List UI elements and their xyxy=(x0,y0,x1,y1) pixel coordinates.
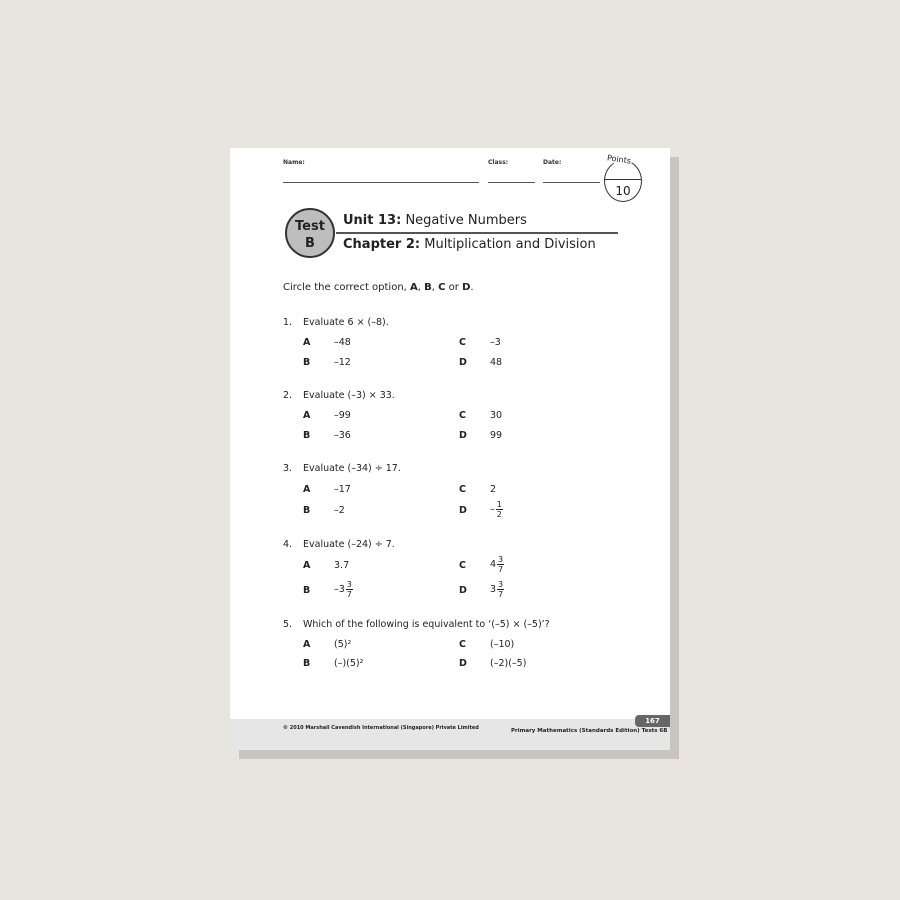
page-number: 167 xyxy=(635,715,670,727)
q1-option-b-letter[interactable]: B xyxy=(303,357,311,368)
q5-option-d-letter[interactable]: D xyxy=(459,658,467,669)
q2-option-b[interactable]: –36 xyxy=(334,430,351,441)
q5-option-b-letter[interactable]: B xyxy=(303,658,311,669)
instruction-sep: , xyxy=(431,282,439,293)
question-stem: Evaluate (–3) × 33. xyxy=(303,390,395,401)
class-label: Class: xyxy=(488,159,509,166)
question-stem: Evaluate (–24) ÷ 7. xyxy=(303,539,395,550)
q4-option-b[interactable] xyxy=(334,580,353,599)
q1-option-c[interactable]: –3 xyxy=(490,337,501,348)
denominator: 2 xyxy=(496,510,502,519)
copyright-text: © 2010 Marshall Cavendish International (Singapore) Private Limited xyxy=(283,725,479,731)
instruction-end: . xyxy=(470,282,474,293)
page-footer xyxy=(230,719,670,750)
whole-part: 3 xyxy=(490,584,497,595)
chapter-number: Chapter 2: xyxy=(343,237,421,252)
q2-option-c[interactable]: 30 xyxy=(490,410,503,421)
q5-option-c-letter[interactable]: C xyxy=(459,639,466,650)
numerator: 3 xyxy=(498,555,504,564)
date-label: Date: xyxy=(543,159,562,166)
title-rule xyxy=(336,232,618,234)
q3-option-d[interactable] xyxy=(490,500,503,519)
instruction-c: C xyxy=(438,282,446,293)
unit-number: Unit 13: xyxy=(343,213,402,228)
numerator: 3 xyxy=(498,580,504,589)
q5-option-a[interactable]: (5)² xyxy=(334,639,352,650)
q2-option-c-letter[interactable]: C xyxy=(459,410,466,421)
instruction-text: Circle the correct option, xyxy=(283,282,411,293)
q4-option-c-letter[interactable]: C xyxy=(459,560,466,571)
instruction-b: B xyxy=(424,282,432,293)
question-number: 3. xyxy=(283,463,293,474)
q5-option-d[interactable]: (–2)(–5) xyxy=(490,658,527,669)
series-title: Primary Mathematics (Standards Edition) Tests 6B xyxy=(511,728,668,734)
test-badge-label: Test xyxy=(295,219,325,234)
q3-option-b-letter[interactable]: B xyxy=(303,505,311,516)
denominator: 7 xyxy=(498,565,504,574)
q4-option-a-letter[interactable]: A xyxy=(303,560,311,571)
q1-option-b[interactable]: –12 xyxy=(334,357,351,368)
fraction xyxy=(497,580,504,599)
q3-option-b[interactable]: –2 xyxy=(334,505,345,516)
instruction xyxy=(283,282,474,293)
unit-title xyxy=(343,213,527,228)
points-value: 10 xyxy=(615,184,631,198)
test-badge xyxy=(285,208,335,258)
instruction-sep: , xyxy=(417,282,425,293)
q3-option-a-letter[interactable]: A xyxy=(303,484,311,495)
q4-option-a[interactable]: 3.7 xyxy=(334,560,350,571)
unit-name: Negative Numbers xyxy=(405,213,527,228)
name-label: Name: xyxy=(283,159,305,166)
q1-option-d-letter[interactable]: D xyxy=(459,357,467,368)
q5-option-a-letter[interactable]: A xyxy=(303,639,311,650)
denominator: 7 xyxy=(346,590,352,599)
q2-option-d-letter[interactable]: D xyxy=(459,430,467,441)
q4-option-c[interactable] xyxy=(490,555,504,574)
instruction-a: A xyxy=(410,282,418,293)
question-stem: Which of the following is equivalent to ‘(–5) × (–5)’? xyxy=(303,619,550,630)
instruction-d: D xyxy=(462,282,471,293)
question-number: 5. xyxy=(283,619,293,630)
fraction xyxy=(497,555,504,574)
q1-option-a-letter[interactable]: A xyxy=(303,337,311,348)
sign: – xyxy=(490,504,495,515)
q3-option-a[interactable]: –17 xyxy=(334,484,351,495)
numerator: 1 xyxy=(496,500,502,509)
q5-option-c[interactable]: (–10) xyxy=(490,639,515,650)
q4-option-d-letter[interactable]: D xyxy=(459,585,467,596)
fraction xyxy=(496,500,503,519)
name-field-line[interactable] xyxy=(283,182,479,183)
q2-option-d[interactable]: 99 xyxy=(490,430,503,441)
q3-option-c-letter[interactable]: C xyxy=(459,484,466,495)
denominator: 7 xyxy=(498,590,504,599)
q4-option-d[interactable] xyxy=(490,580,504,599)
question-number: 4. xyxy=(283,539,293,550)
points-label: Points xyxy=(606,153,632,166)
q3-option-d-letter[interactable]: D xyxy=(459,505,467,516)
numerator: 3 xyxy=(346,580,352,589)
q4-option-b-letter[interactable]: B xyxy=(303,585,311,596)
q2-option-a-letter[interactable]: A xyxy=(303,410,311,421)
worksheet-page xyxy=(230,148,670,750)
instruction-or: or xyxy=(445,282,463,293)
chapter-title xyxy=(343,237,596,252)
date-field-line[interactable] xyxy=(543,182,600,183)
q1-option-c-letter[interactable]: C xyxy=(459,337,466,348)
q1-option-d[interactable]: 48 xyxy=(490,357,503,368)
question-number: 1. xyxy=(283,317,293,328)
q2-option-b-letter[interactable]: B xyxy=(303,430,311,441)
class-field-line[interactable] xyxy=(488,182,535,183)
question-number: 2. xyxy=(283,390,293,401)
points-divider xyxy=(604,179,641,180)
q3-option-c[interactable]: 2 xyxy=(490,484,497,495)
q2-option-a[interactable]: –99 xyxy=(334,410,351,421)
q1-option-a[interactable]: –48 xyxy=(334,337,351,348)
chapter-name: Multiplication and Division xyxy=(424,237,596,252)
fraction xyxy=(346,580,353,599)
question-stem: Evaluate 6 × (–8). xyxy=(303,317,389,328)
whole-part: –3 xyxy=(334,584,345,595)
q5-option-b[interactable]: (–)(5)² xyxy=(334,658,364,669)
question-stem: Evaluate (–34) ÷ 17. xyxy=(303,463,401,474)
test-badge-letter: B xyxy=(305,236,315,251)
whole-part: 4 xyxy=(490,559,497,570)
